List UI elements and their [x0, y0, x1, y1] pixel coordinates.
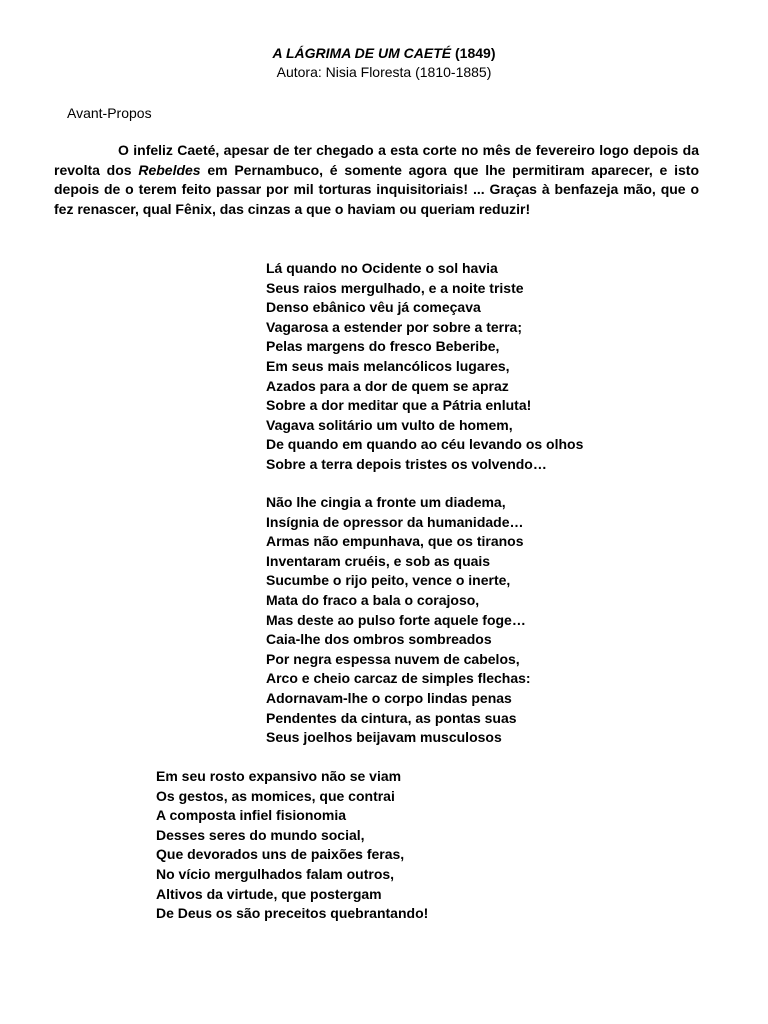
verse-line: Seus joelhos beijavam musculosos: [266, 729, 502, 746]
stanza-1: [266, 259, 583, 475]
verse-line: Os gestos, as momices, que contrai: [156, 787, 395, 804]
verse-line: Sobre a dor meditar que a Pátria enluta!: [266, 397, 532, 414]
prose-emphasis: Rebeldes: [138, 161, 201, 178]
verse-line: Pendentes da cintura, as pontas suas: [266, 709, 517, 726]
verse-line: Que devorados uns de paixões feras,: [156, 846, 405, 863]
verse-line: Por negra espessa nuvem de cabelos,: [266, 650, 520, 667]
verse-line: Mas deste ao pulso forte aquele foge…: [266, 611, 526, 628]
verse-line: Lá quando no Ocidente o sol havia: [266, 260, 498, 276]
author-line: Autora: Nisia Floresta (1810-1885): [276, 64, 492, 80]
stanza-3: [156, 767, 428, 924]
verse-line: Pelas margens do fresco Beberibe,: [266, 338, 500, 355]
verse-line: Arco e cheio carcaz de simples flechas:: [266, 670, 531, 687]
verse-line: Altivos da virtude, que postergam: [156, 885, 382, 902]
verse-line: Seus raios mergulhado, e a noite triste: [266, 279, 524, 296]
verse-line: A composta infiel fisionomia: [156, 807, 347, 824]
title-year: (1849): [455, 45, 496, 61]
prose-paragraph: [54, 141, 699, 219]
verse-line: Azados para a dor de quem se apraz: [266, 377, 509, 394]
verse-line: Em seus mais melancólicos lugares,: [266, 357, 510, 374]
verse-line: Mata do fraco a bala o corajoso,: [266, 591, 480, 608]
prose-part-1: O infeliz Caeté, apesar de ter chegado a esta corte no mês de fevereiro logo depois da revolta dos: [54, 142, 699, 178]
verse-line: No vício mergulhados falam outros,: [156, 865, 395, 882]
stanza-2: [266, 493, 531, 748]
verse-line: Sobre a terra depois tristes os volvendo…: [266, 455, 547, 472]
prose-part-2: em Pernambuco, é somente agora que lhe permitiram aparecer, e isto depois de o terem feito passar por mil torturas inquisitoriais! ... Graças à benfazeja mão, que o fez renascer, qual Fênix, das cinzas a que o haviam ou queriam reduzir!: [54, 161, 699, 217]
verse-line: Denso ebânico vêu já começava: [266, 299, 481, 316]
verse-line: De Deus os são preceitos quebrantando!: [156, 905, 429, 922]
verse-line: Sucumbe o rijo peito, vence o inerte,: [266, 572, 511, 589]
verse-line: Armas não empunhava, que os tiranos: [266, 533, 524, 550]
verse-line: Não lhe cingia a fronte um diadema,: [266, 494, 506, 510]
verse-line: Em seu rosto expansivo não se viam: [156, 768, 402, 784]
verse-line: Caia-lhe dos ombros sombreados: [266, 631, 492, 648]
title-block: [0, 44, 768, 82]
verse-line: Vagava solitário um vulto de homem,: [266, 416, 513, 433]
verse-line: Insígnia de opressor da humanidade…: [266, 513, 524, 530]
title-text: A LÁGRIMA DE UM CAETÉ: [272, 45, 452, 61]
section-heading: Avant-Propos: [67, 105, 152, 121]
verse-line: Inventaram cruéis, e sob as quais: [266, 552, 491, 569]
verse-line: Vagarosa a estender por sobre a terra;: [266, 318, 522, 335]
verse-line: Adornavam-lhe o corpo lindas penas: [266, 689, 512, 706]
document-title: [0, 44, 768, 63]
verse-line: Desses seres do mundo social,: [156, 826, 365, 843]
verse-line: De quando em quando ao céu levando os olhos: [266, 436, 584, 453]
